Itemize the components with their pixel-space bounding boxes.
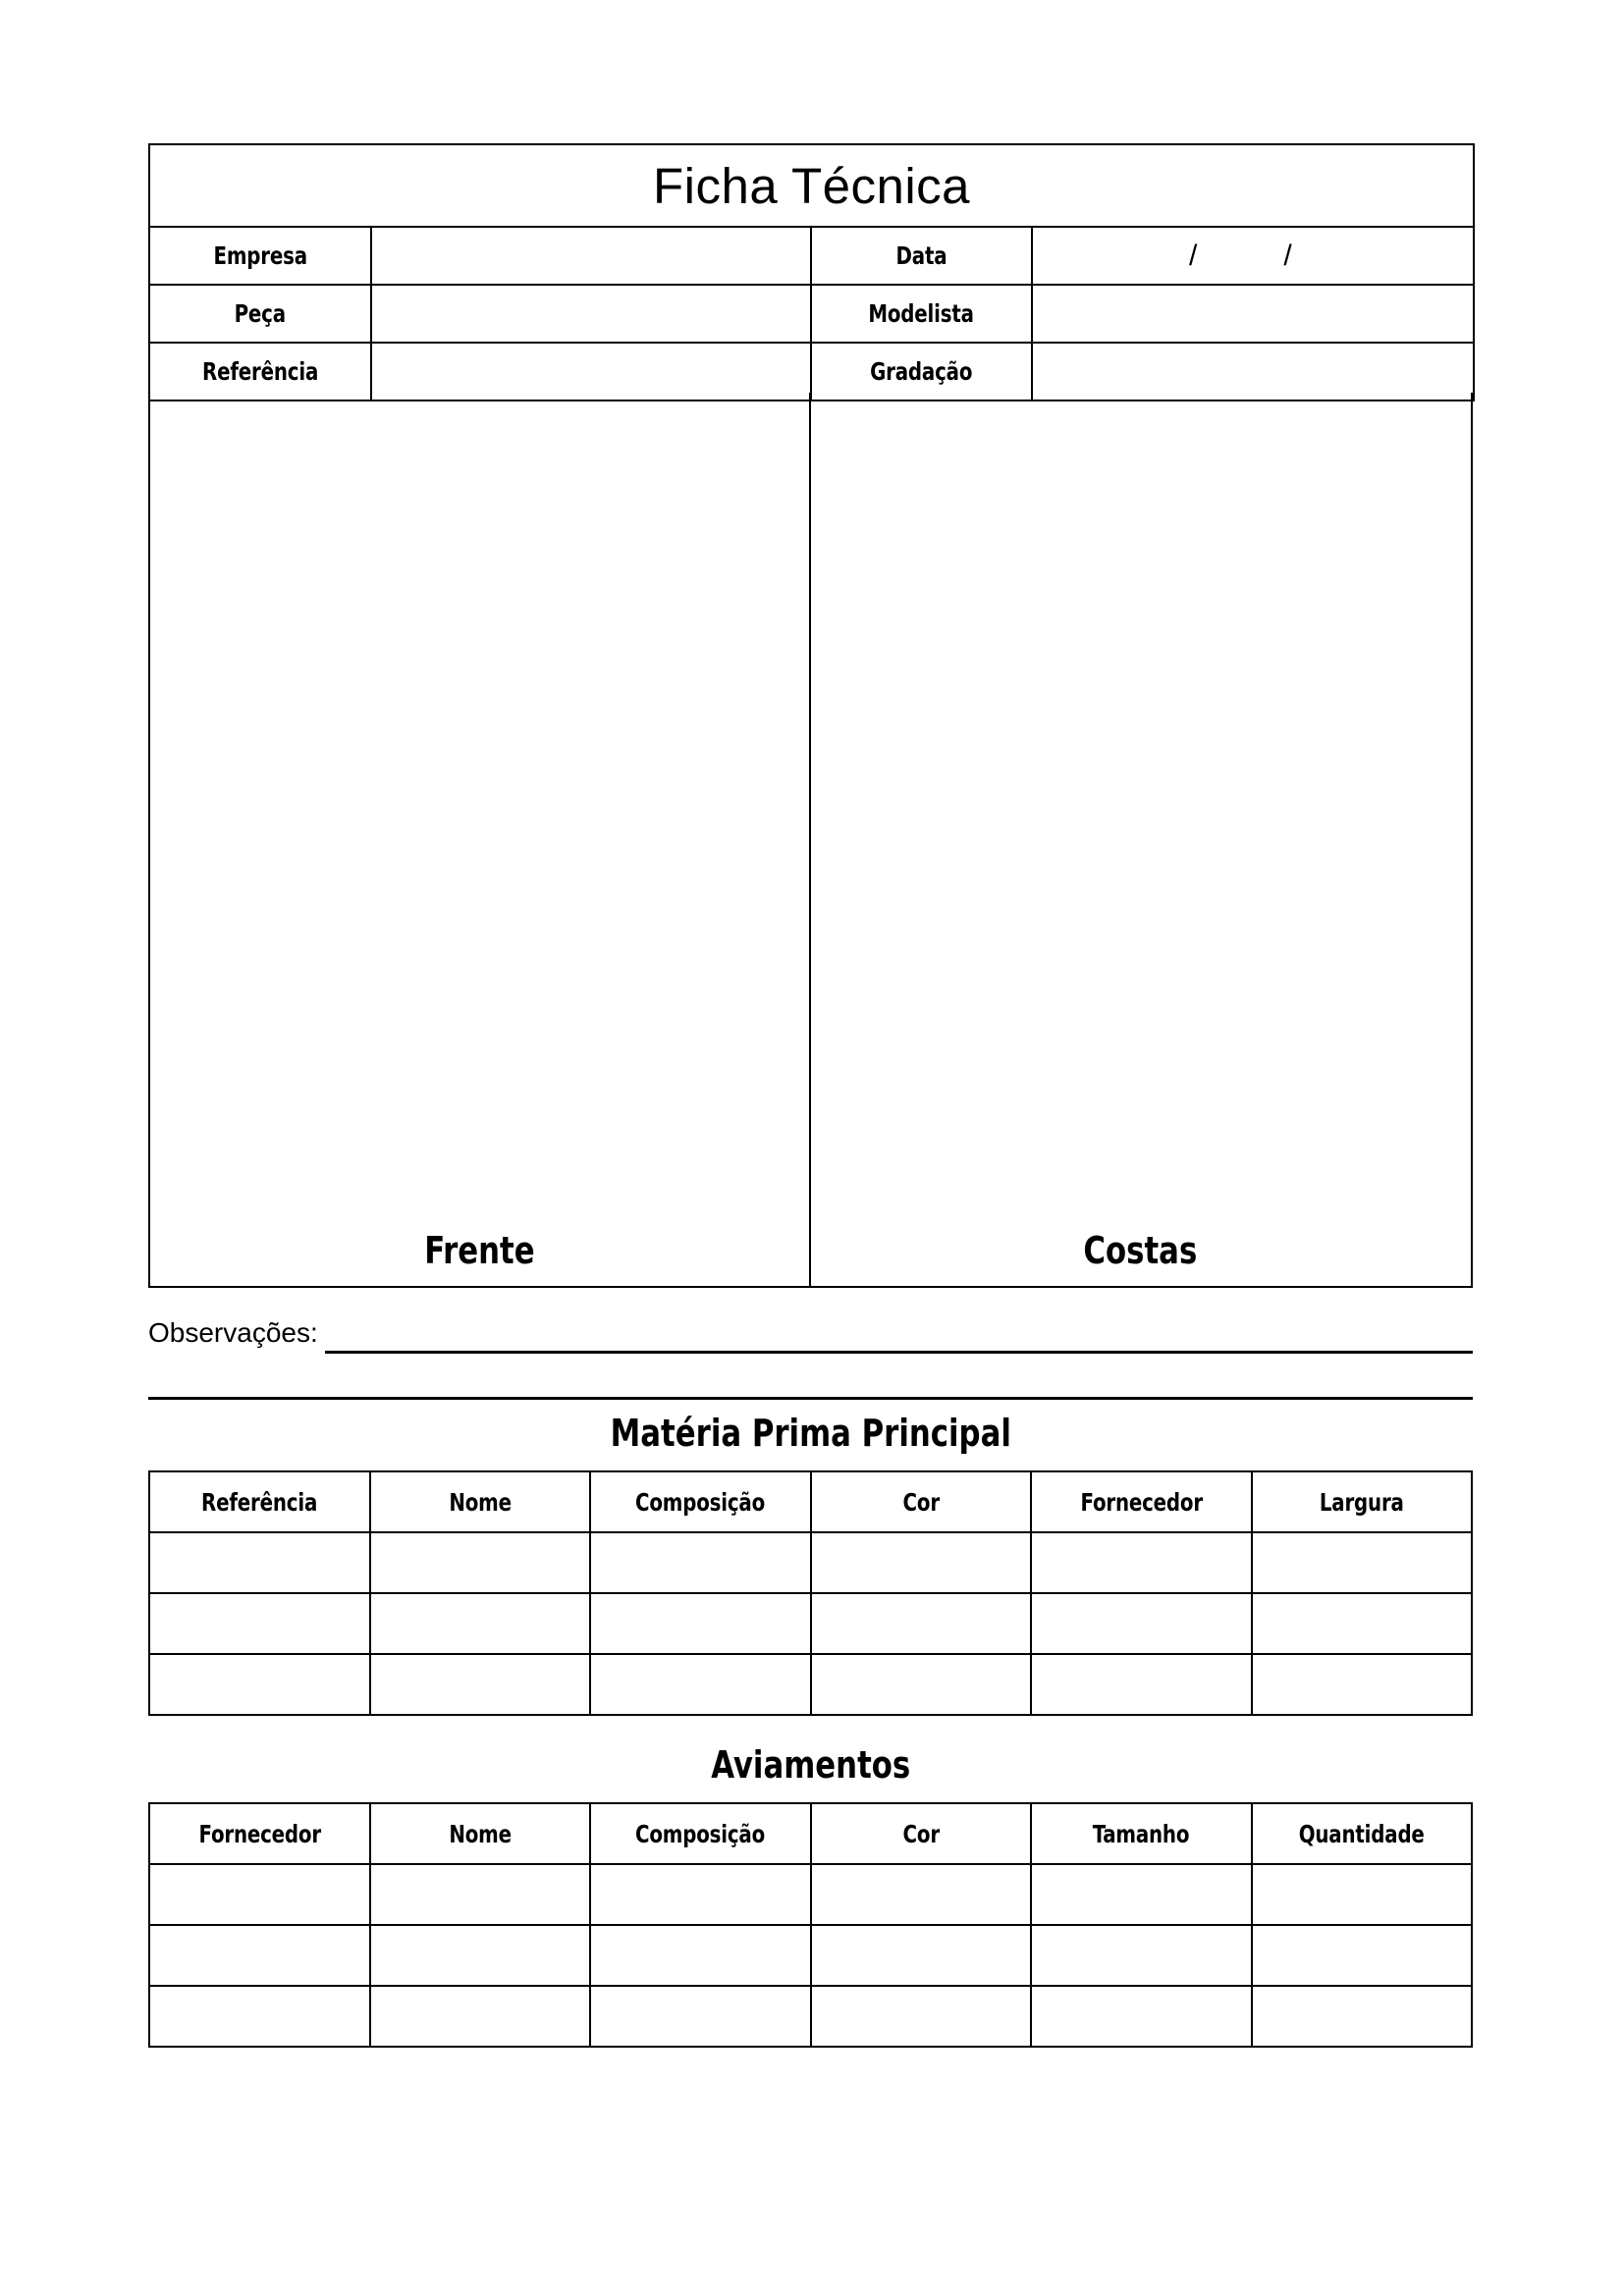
cell-largura[interactable] <box>1252 1654 1473 1715</box>
table-header-row <box>149 1803 1472 1864</box>
sketch-pane-back[interactable] <box>811 393 1472 1286</box>
cell-fornecedor[interactable] <box>149 1986 370 2047</box>
cell-composicao[interactable] <box>590 1593 811 1654</box>
cell-nome[interactable] <box>370 1864 591 1925</box>
label-gradacao-text: Gradação <box>870 357 973 386</box>
cell-nome[interactable] <box>370 1593 591 1654</box>
page-title: Ficha Técnica <box>149 144 1474 227</box>
column-header-quantidade: Quantidade <box>1252 1803 1473 1864</box>
sketch-back-label: Costas <box>1083 1229 1198 1272</box>
column-header-referencia: Referência <box>149 1471 370 1532</box>
table-header-row <box>149 1471 1472 1532</box>
sketch-front-label: Frente <box>424 1229 535 1272</box>
column-header-cor: Cor <box>811 1471 1032 1532</box>
cell-fornecedor[interactable] <box>149 1925 370 1986</box>
column-header-composicao: Composição <box>590 1471 811 1532</box>
cell-tamanho[interactable] <box>1031 1986 1252 2047</box>
cell-cor[interactable] <box>811 1593 1032 1654</box>
cell-tamanho[interactable] <box>1031 1925 1252 1986</box>
table-row <box>149 1925 1472 1986</box>
observations-write-line-2[interactable] <box>148 1397 1473 1400</box>
cell-cor[interactable] <box>811 1532 1032 1593</box>
sketch-pane-front[interactable] <box>150 393 811 1286</box>
cell-fornecedor[interactable] <box>1031 1654 1252 1715</box>
cell-composicao[interactable] <box>590 1532 811 1593</box>
field-modelista-value[interactable] <box>1032 285 1474 343</box>
column-header-fornecedor: Fornecedor <box>1031 1471 1252 1532</box>
section-title-materia-prima: Matéria Prima Principal <box>610 1412 1011 1455</box>
cell-composicao[interactable] <box>590 1654 811 1715</box>
cell-fornecedor[interactable] <box>149 1864 370 1925</box>
table-row <box>149 1593 1472 1654</box>
cell-quantidade[interactable] <box>1252 1925 1473 1986</box>
date-slash-2: / <box>1283 239 1292 272</box>
cell-cor[interactable] <box>811 1654 1032 1715</box>
cell-composicao[interactable] <box>590 1925 811 1986</box>
field-empresa-value[interactable] <box>371 227 811 285</box>
column-header-nome: Nome <box>370 1471 591 1532</box>
column-header-largura: Largura <box>1252 1471 1473 1532</box>
cell-cor[interactable] <box>811 1986 1032 2047</box>
label-data <box>811 227 1032 285</box>
field-data-value[interactable] <box>1032 227 1474 285</box>
cell-largura[interactable] <box>1252 1593 1473 1654</box>
aviamentos-table <box>148 1802 1473 2048</box>
observations-label: Observações: <box>148 1317 318 1348</box>
column-header-fornecedor: Fornecedor <box>149 1803 370 1864</box>
cell-largura[interactable] <box>1252 1532 1473 1593</box>
label-referencia-text: Referência <box>201 357 319 386</box>
observations-write-line-1[interactable] <box>325 1351 1473 1354</box>
cell-cor[interactable] <box>811 1925 1032 1986</box>
column-header-tamanho: Tamanho <box>1031 1803 1252 1864</box>
column-header-nome: Nome <box>370 1803 591 1864</box>
label-peca-text: Peça <box>234 299 287 328</box>
document-title-row <box>149 144 1474 227</box>
cell-fornecedor[interactable] <box>1031 1532 1252 1593</box>
cell-referencia[interactable] <box>149 1532 370 1593</box>
observations-row <box>148 1315 1473 1359</box>
cell-cor[interactable] <box>811 1864 1032 1925</box>
cell-quantidade[interactable] <box>1252 1986 1473 2047</box>
table-row <box>149 1654 1472 1715</box>
cell-quantidade[interactable] <box>1252 1864 1473 1925</box>
field-peca-value[interactable] <box>371 285 811 343</box>
cell-fornecedor[interactable] <box>1031 1593 1252 1654</box>
cell-nome[interactable] <box>370 1532 591 1593</box>
label-data-text: Data <box>895 241 947 270</box>
column-header-cor: Cor <box>811 1803 1032 1864</box>
materia-prima-table <box>148 1470 1473 1716</box>
label-empresa-text: Empresa <box>213 241 307 270</box>
header-form-table <box>148 143 1475 401</box>
column-header-composicao: Composição <box>590 1803 811 1864</box>
date-slash-1: / <box>1189 239 1198 272</box>
cell-referencia[interactable] <box>149 1593 370 1654</box>
table-row <box>149 1986 1472 2047</box>
label-modelista-text: Modelista <box>868 299 975 328</box>
cell-nome[interactable] <box>370 1925 591 1986</box>
sketch-area <box>148 393 1473 1288</box>
section-title-aviamentos: Aviamentos <box>711 1743 910 1787</box>
form-row-empresa <box>149 227 1474 285</box>
label-empresa <box>149 227 371 285</box>
label-modelista <box>811 285 1032 343</box>
form-row-peca <box>149 285 1474 343</box>
cell-tamanho[interactable] <box>1031 1864 1252 1925</box>
cell-nome[interactable] <box>370 1654 591 1715</box>
cell-composicao[interactable] <box>590 1986 811 2047</box>
table-row <box>149 1864 1472 1925</box>
date-slash-group <box>1110 240 1395 273</box>
cell-referencia[interactable] <box>149 1654 370 1715</box>
cell-nome[interactable] <box>370 1986 591 2047</box>
table-row <box>149 1532 1472 1593</box>
cell-composicao[interactable] <box>590 1864 811 1925</box>
label-peca <box>149 285 371 343</box>
